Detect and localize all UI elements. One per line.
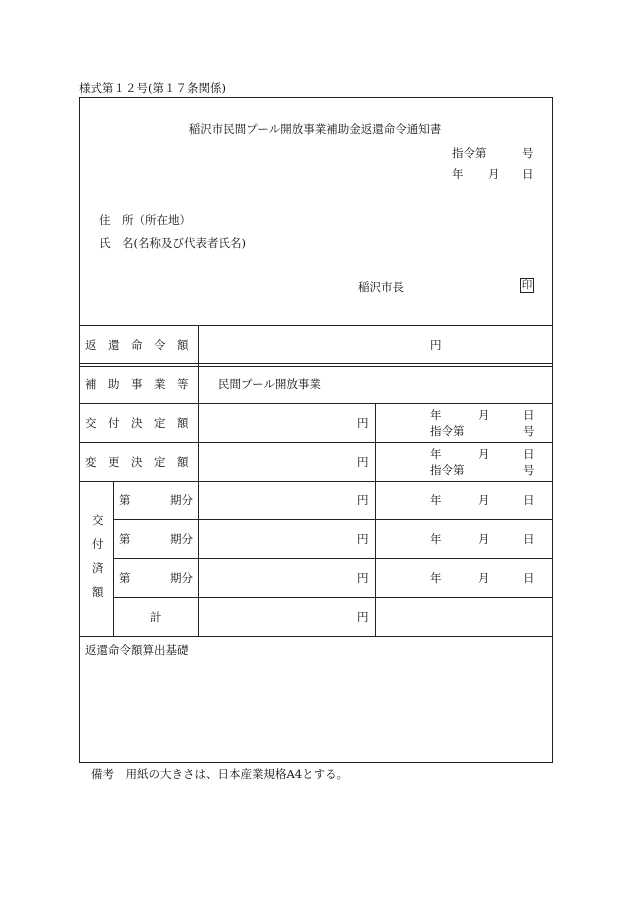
period-3-year: 年 <box>430 571 442 585</box>
paid-label-char: 済 <box>92 561 104 575</box>
period-1-unit: 円 <box>357 493 369 507</box>
change-decision-month: 月 <box>478 447 490 461</box>
issuer-title: 稲沢市長 <box>358 280 404 294</box>
paid-label-char: 付 <box>92 537 104 551</box>
period-1-prefix: 第 <box>119 493 131 507</box>
period-2-suffix: 期分 <box>170 532 193 546</box>
change-decision-unit: 円 <box>357 455 369 469</box>
rule-return-bottom-a <box>79 363 553 364</box>
total-unit: 円 <box>357 610 369 624</box>
period-3-suffix: 期分 <box>170 571 193 585</box>
change-decision-day: 日 <box>523 447 535 461</box>
document-title: 稲沢市民間プール開放事業補助金返還命令通知書 <box>188 122 442 136</box>
grant-decision-day: 日 <box>523 408 535 422</box>
period-2-day: 日 <box>523 532 535 546</box>
period-1-year: 年 <box>430 493 442 507</box>
grant-decision-year: 年 <box>430 408 442 422</box>
rule-return-bottom-b <box>79 366 553 367</box>
rule-period3-bottom <box>113 597 553 598</box>
period-3-month: 月 <box>478 571 490 585</box>
grant-decision-cmd-prefix: 指令第 <box>430 424 465 438</box>
period-2-unit: 円 <box>357 532 369 546</box>
rule-change-bottom <box>79 481 553 482</box>
rule-grant-bottom <box>79 442 553 443</box>
form-frame <box>79 97 553 763</box>
issue-date-month: 月 <box>488 167 500 181</box>
calculation-basis-label: 返還命令額算出基礎 <box>85 643 189 657</box>
period-3-unit: 円 <box>357 571 369 585</box>
recipient-name-label: 氏 名(名称及び代表者氏名) <box>99 236 246 250</box>
rule-total-bottom <box>79 636 553 637</box>
grant-decision-label: 交 付 決 定 額 <box>85 416 189 430</box>
rule-paid-label-column <box>113 481 114 636</box>
rule-header-bottom <box>79 325 553 326</box>
paid-label-char: 交 <box>92 513 104 527</box>
change-decision-label: 変 更 決 定 額 <box>85 455 189 469</box>
grant-decision-month: 月 <box>478 408 490 422</box>
subsidy-project-value: 民間プール開放事業 <box>218 377 321 391</box>
subsidy-project-label: 補 助 事 業 等 <box>85 377 189 391</box>
change-decision-cmd-suffix: 号 <box>523 463 535 477</box>
return-amount-label: 返 還 命 令 額 <box>85 338 189 352</box>
seal-mark: 印 <box>521 279 533 291</box>
remarks-note: 備考 用紙の大きさは、日本産業規格A4とする。 <box>91 767 349 781</box>
rule-period1-bottom <box>113 519 553 520</box>
grant-decision-cmd-suffix: 号 <box>523 424 535 438</box>
rule-project-bottom <box>79 403 553 404</box>
period-2-month: 月 <box>478 532 490 546</box>
period-1-suffix: 期分 <box>170 493 193 507</box>
total-label: 計 <box>150 610 162 624</box>
doc-number-suffix: 号 <box>522 146 534 160</box>
issue-date-day: 日 <box>522 167 534 181</box>
period-1-day: 日 <box>523 493 535 507</box>
return-amount-unit: 円 <box>430 338 442 352</box>
rule-amount-column <box>375 403 376 636</box>
rule-period2-bottom <box>113 558 553 559</box>
period-1-month: 月 <box>478 493 490 507</box>
change-decision-year: 年 <box>430 447 442 461</box>
period-3-prefix: 第 <box>119 571 131 585</box>
change-decision-cmd-prefix: 指令第 <box>430 463 465 477</box>
recipient-address-label: 住 所（所在地） <box>99 213 191 227</box>
period-3-day: 日 <box>523 571 535 585</box>
rule-label-column <box>198 325 199 636</box>
period-2-prefix: 第 <box>119 532 131 546</box>
form-number: 様式第１２号(第１７条関係) <box>79 81 226 95</box>
period-2-year: 年 <box>430 532 442 546</box>
grant-decision-unit: 円 <box>357 416 369 430</box>
doc-number-prefix: 指令第 <box>452 146 487 160</box>
paid-label-char: 額 <box>92 585 104 599</box>
issue-date-year: 年 <box>452 167 464 181</box>
